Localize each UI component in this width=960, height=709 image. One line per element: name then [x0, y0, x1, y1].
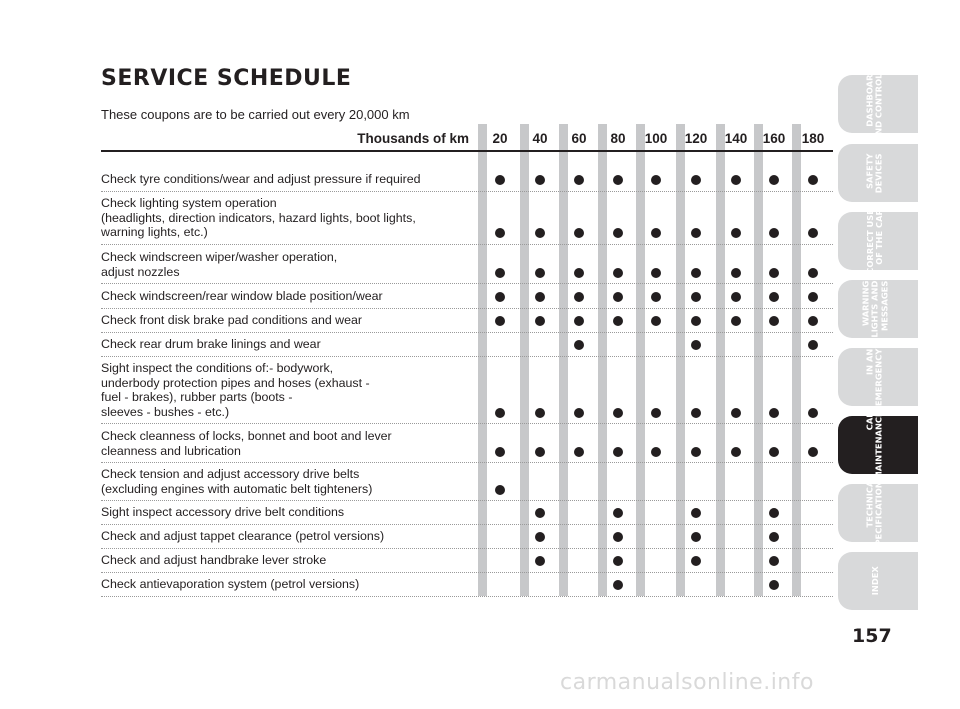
schedule-dot	[535, 556, 545, 566]
schedule-dot	[808, 268, 818, 278]
schedule-dot	[574, 292, 584, 302]
column-header-160: 160	[762, 131, 786, 146]
header-rule	[101, 150, 833, 152]
schedule-dot	[769, 508, 779, 518]
schedule-dot	[495, 228, 505, 238]
column-header-80: 80	[610, 131, 626, 146]
schedule-dot	[613, 447, 623, 457]
schedule-dot	[613, 228, 623, 238]
schedule-dot	[651, 268, 661, 278]
schedule-dot	[808, 340, 818, 350]
schedule-dot	[769, 175, 779, 185]
side-tab-7[interactable]	[838, 474, 918, 552]
row-divider	[101, 572, 833, 573]
schedule-dot	[535, 447, 545, 457]
row-divider	[101, 191, 833, 192]
column-header-120: 120	[684, 131, 708, 146]
row-divider	[101, 548, 833, 549]
row-divider	[101, 356, 833, 357]
side-tab-4[interactable]	[838, 280, 918, 338]
schedule-dot	[574, 316, 584, 326]
table-row-label: Check tyre conditions/wear and adjust pressure if required	[101, 172, 421, 186]
schedule-dot	[769, 316, 779, 326]
schedule-dot	[691, 532, 701, 542]
schedule-dot	[731, 408, 741, 418]
schedule-dot	[613, 175, 623, 185]
column-header-100: 100	[644, 131, 668, 146]
schedule-dot	[808, 408, 818, 418]
side-tab-1[interactable]	[838, 67, 918, 141]
side-tab-label-box	[860, 146, 890, 200]
table-row-label: Check tension and adjust accessory drive belts (excluding engines with automatic belt tighteners)	[101, 467, 373, 496]
table-row-label: Check windscreen/rear window blade position/wear	[101, 289, 383, 303]
schedule-dot	[808, 292, 818, 302]
schedule-dot	[691, 508, 701, 518]
table-row-label: Check antievaporation system (petrol versions)	[101, 577, 360, 591]
schedule-dot	[769, 532, 779, 542]
schedule-subtitle: These coupons are to be carried out every 20,000 km	[101, 107, 410, 122]
side-tab-label-box	[860, 208, 890, 274]
schedule-dot	[613, 556, 623, 566]
schedule-dot	[574, 268, 584, 278]
table-row-label: Check lighting system operation (headlights, direction indicators, hazard lights, boot lights, warning lights, etc.)	[101, 196, 416, 240]
schedule-dot	[535, 408, 545, 418]
schedule-dot	[808, 316, 818, 326]
schedule-dot	[495, 175, 505, 185]
side-tab-6[interactable]	[838, 410, 918, 480]
schedule-dot	[495, 485, 505, 495]
schedule-dot	[808, 175, 818, 185]
side-tab-label-box	[860, 554, 890, 608]
schedule-dot	[574, 408, 584, 418]
side-tab-label: CAR MAINTENANCE	[864, 410, 885, 480]
schedule-dot	[495, 292, 505, 302]
schedule-dot	[495, 316, 505, 326]
column-header-40: 40	[532, 131, 548, 146]
schedule-dot	[535, 175, 545, 185]
side-tab-label-box	[860, 282, 890, 336]
side-tab-label-box	[860, 474, 890, 552]
schedule-dot	[495, 408, 505, 418]
schedule-dot	[651, 292, 661, 302]
row-divider	[101, 283, 833, 284]
schedule-dot	[613, 580, 623, 590]
page-title: SERVICE SCHEDULE	[101, 66, 352, 91]
column-stripe	[598, 124, 607, 596]
column-stripe	[716, 124, 725, 596]
schedule-dot	[691, 175, 701, 185]
schedule-dot	[808, 228, 818, 238]
schedule-dot	[535, 316, 545, 326]
column-header-140: 140	[724, 131, 748, 146]
schedule-dot	[651, 228, 661, 238]
schedule-dot	[731, 228, 741, 238]
column-stripe	[754, 124, 763, 596]
schedule-dot	[731, 268, 741, 278]
schedule-dot	[535, 292, 545, 302]
schedule-dot	[651, 408, 661, 418]
table-row-label: Sight inspect the conditions of:- bodywork, underbody protection pipes and hoses (exhaust - fuel - brakes), rubber parts (boots - sleeves - bushes - etc.)	[101, 361, 370, 419]
column-stripe	[559, 124, 568, 596]
side-tab-label-box	[860, 410, 890, 480]
side-tab-8[interactable]	[838, 552, 918, 610]
table-row-label: Check cleanness of locks, bonnet and boot and lever cleanness and lubrication	[101, 429, 392, 458]
column-stripe	[478, 124, 487, 596]
side-tab-label-box	[860, 350, 890, 404]
schedule-dot	[691, 268, 701, 278]
row-divider	[101, 524, 833, 525]
schedule-dot	[613, 268, 623, 278]
row-divider	[101, 462, 833, 463]
table-row-label: Check windscreen wiper/washer operation, adjust nozzles	[101, 250, 338, 279]
column-header-180: 180	[801, 131, 825, 146]
side-tab-label: IN AN EMERGENCY	[864, 348, 884, 406]
schedule-dot	[495, 447, 505, 457]
table-row-label: Check and adjust handbrake lever stroke	[101, 553, 327, 567]
schedule-dot	[769, 268, 779, 278]
schedule-dot	[574, 175, 584, 185]
table-row-label: Sight inspect accessory drive belt conditions	[101, 505, 345, 519]
side-tab-label-box	[860, 67, 890, 141]
row-divider	[101, 244, 833, 245]
schedule-dot	[574, 447, 584, 457]
schedule-dot	[495, 268, 505, 278]
side-tab-label: INDEX	[869, 566, 880, 596]
schedule-dot	[691, 447, 701, 457]
schedule-dot	[535, 508, 545, 518]
schedule-dot	[769, 580, 779, 590]
row-divider	[101, 596, 833, 597]
schedule-dot	[691, 556, 701, 566]
side-tab-label: TECHNICAL SPECIFICATIONS	[864, 474, 884, 552]
km-header-label: Thousands of km	[357, 131, 469, 146]
schedule-dot	[691, 340, 701, 350]
watermark: carmanualsonline.info	[560, 670, 814, 695]
table-row-label: Check rear drum brake linings and wear	[101, 337, 321, 351]
schedule-dot	[691, 408, 701, 418]
schedule-dot	[535, 532, 545, 542]
schedule-dot	[731, 175, 741, 185]
column-stripe	[676, 124, 685, 596]
schedule-dot	[651, 447, 661, 457]
side-tab-3[interactable]	[838, 208, 918, 274]
side-tab-label: SAFETY DEVICES	[864, 153, 885, 193]
schedule-dot	[613, 508, 623, 518]
side-tab-5[interactable]	[838, 348, 918, 406]
column-stripe	[792, 124, 801, 596]
column-header-60: 60	[571, 131, 587, 146]
column-header-20: 20	[492, 131, 508, 146]
schedule-dot	[808, 447, 818, 457]
row-divider	[101, 500, 833, 501]
schedule-dot	[769, 447, 779, 457]
schedule-dot	[769, 408, 779, 418]
schedule-dot	[769, 556, 779, 566]
table-row-label: Check and adjust tappet clearance (petrol versions)	[101, 529, 385, 543]
side-tab-label: DASHBOARD AND CONTROLS	[864, 67, 884, 141]
schedule-dot	[574, 340, 584, 350]
schedule-dot	[769, 228, 779, 238]
schedule-dot	[574, 228, 584, 238]
table-row-label: Check front disk brake pad conditions and wear	[101, 313, 363, 327]
schedule-dot	[731, 447, 741, 457]
schedule-dot	[613, 316, 623, 326]
schedule-dot	[651, 316, 661, 326]
column-stripe	[520, 124, 529, 596]
page-number: 157	[852, 625, 892, 647]
schedule-dot	[769, 292, 779, 302]
schedule-dot	[651, 175, 661, 185]
side-tab-label: CORRECT USE OF THE CAR	[864, 208, 885, 274]
row-divider	[101, 423, 833, 424]
schedule-dot	[613, 292, 623, 302]
schedule-dot	[535, 228, 545, 238]
row-divider	[101, 308, 833, 309]
schedule-dot	[613, 408, 623, 418]
side-tab-2[interactable]	[838, 144, 918, 202]
side-tab-label: WARNING LIGHTS AND MESSAGES	[859, 280, 889, 338]
column-stripe	[636, 124, 645, 596]
row-divider	[101, 332, 833, 333]
schedule-dot	[691, 316, 701, 326]
schedule-dot	[691, 292, 701, 302]
schedule-dot	[535, 268, 545, 278]
schedule-dot	[613, 532, 623, 542]
schedule-dot	[731, 316, 741, 326]
schedule-dot	[691, 228, 701, 238]
schedule-dot	[731, 292, 741, 302]
